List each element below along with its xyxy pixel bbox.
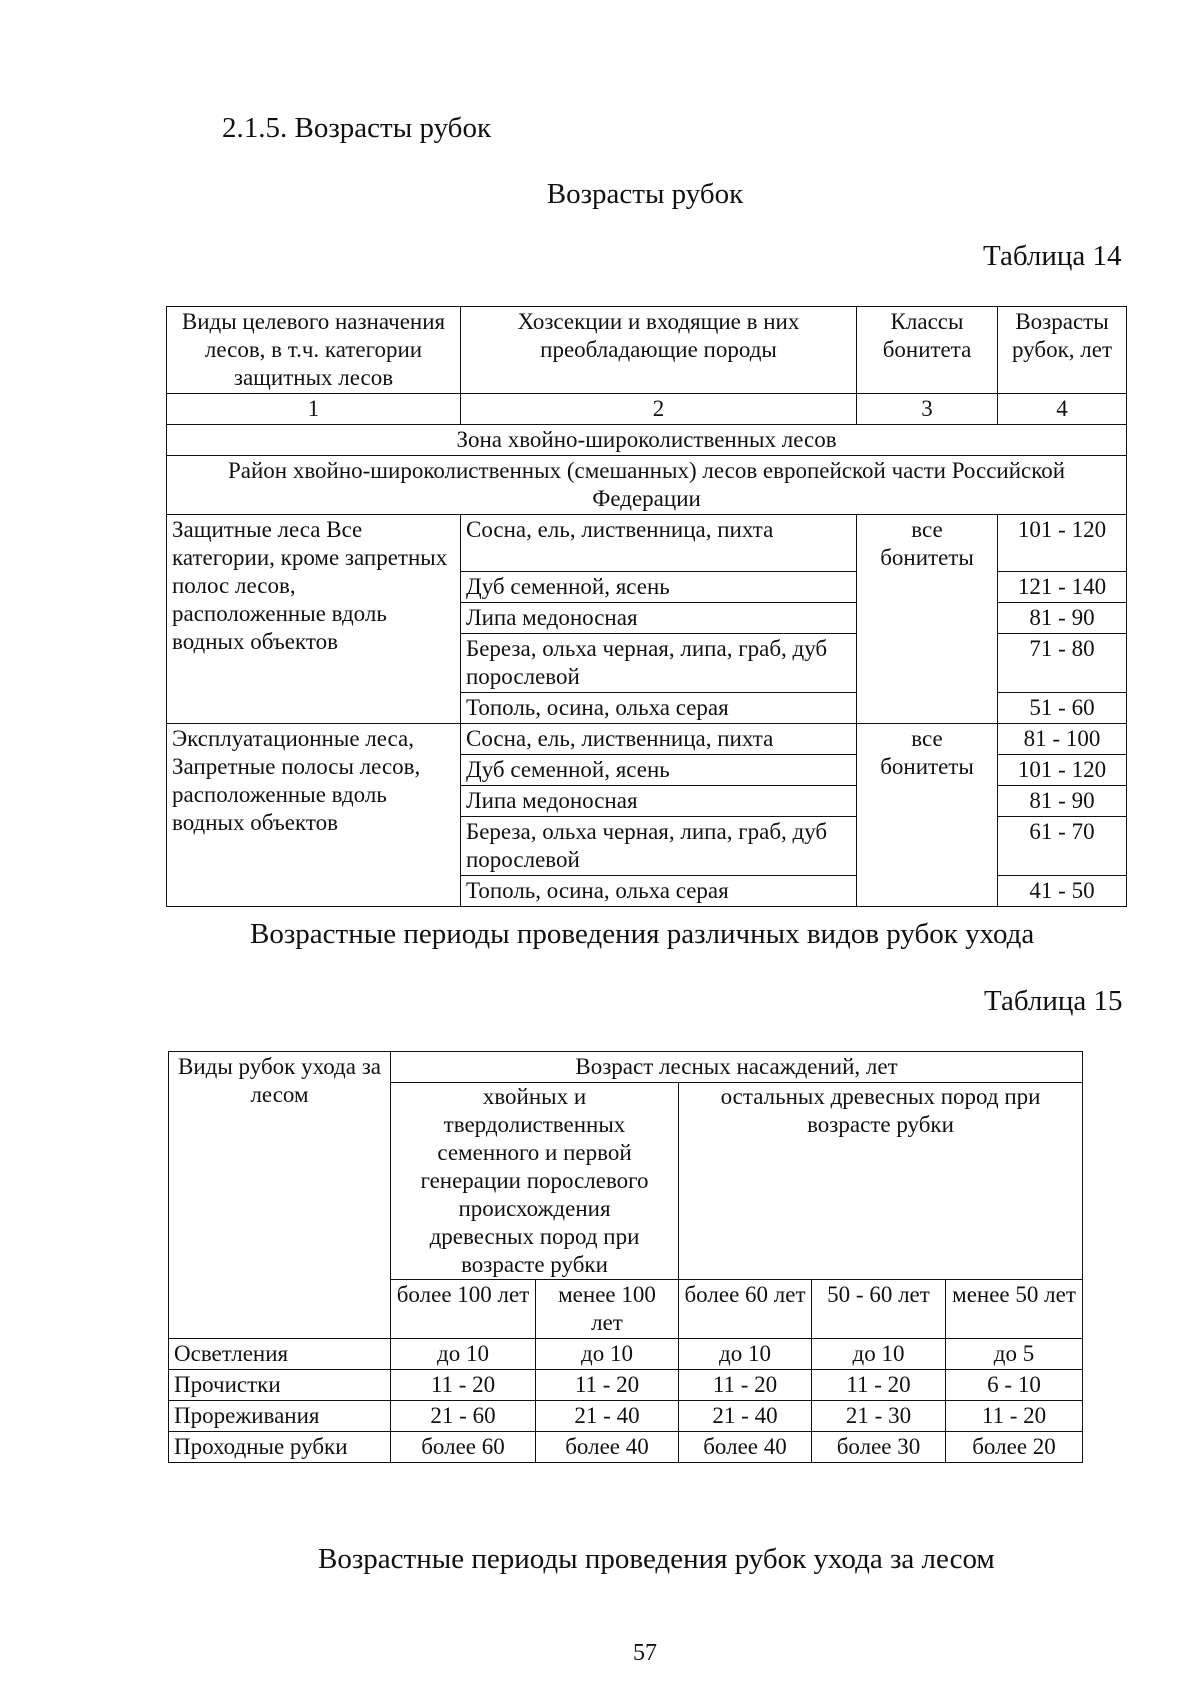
- t15-cell: 21 - 60: [391, 1401, 536, 1432]
- t14-species: Дуб семенной, ясень: [461, 755, 857, 786]
- t14-age: 81 - 100: [998, 724, 1127, 755]
- t15-cell: более 60: [391, 1432, 536, 1463]
- table-14: [166, 306, 1127, 907]
- t15-cell: 11 - 20: [536, 1370, 679, 1401]
- t14-forest-type: Эксплуатационные леса, Запретные полосы лесов, расположенные вдоль водных объектов: [167, 724, 461, 907]
- t15-cell: 21 - 40: [536, 1401, 679, 1432]
- t15-row-name: Проходные рубки: [169, 1432, 391, 1463]
- t15-cell: 11 - 20: [812, 1370, 946, 1401]
- t14-age: 81 - 90: [998, 603, 1127, 634]
- t15-subheader: более 100 лет: [391, 1280, 536, 1339]
- t15-cell: более 40: [536, 1432, 679, 1463]
- table15-label: Таблица 15: [984, 985, 1123, 1017]
- t15-cell: до 5: [946, 1339, 1083, 1370]
- t15-subheader: менее 100 лет: [536, 1280, 679, 1339]
- t15-cell: до 10: [391, 1339, 536, 1370]
- t15-cell: 21 - 40: [679, 1401, 812, 1432]
- table15-title: Возрастные периоды проведения различных видов рубок ухода: [250, 918, 1035, 950]
- t15-row-name: Прочистки: [169, 1370, 391, 1401]
- section-heading: 2.1.5. Возрасты рубок: [222, 112, 492, 144]
- t15-cell: 11 - 20: [946, 1401, 1083, 1432]
- table14-label: Таблица 14: [983, 240, 1122, 272]
- t15-cell: до 10: [679, 1339, 812, 1370]
- t14-forest-type: Защитные леса Все категории, кроме запретных полос лесов, расположенные вдоль водных объектов: [167, 515, 461, 724]
- t14-age: 101 - 120: [998, 515, 1127, 572]
- t14-age: 61 - 70: [998, 817, 1127, 876]
- t14-species: Тополь, осина, ольха серая: [461, 693, 857, 724]
- t14-species: Сосна, ель, лиственница, пихта: [461, 724, 857, 755]
- t14-species: Тополь, осина, ольха серая: [461, 876, 857, 907]
- table14-title: Возрасты рубок: [546, 178, 744, 210]
- t15-row-name: Осветления: [169, 1339, 391, 1370]
- t15-cell: до 10: [536, 1339, 679, 1370]
- t14-header-species: Хозсекции и входящие в них преобладающие породы: [461, 307, 857, 394]
- t15-cell: 11 - 20: [679, 1370, 812, 1401]
- t15-cell: более 40: [679, 1432, 812, 1463]
- t14-species: Дуб семенной, ясень: [461, 572, 857, 603]
- t14-species: Береза, ольха черная, липа, граб, дуб порослевой: [461, 817, 857, 876]
- table-15: [168, 1051, 1083, 1463]
- t15-cell: 11 - 20: [391, 1370, 536, 1401]
- t14-bonitet: все бонитеты: [857, 724, 998, 907]
- t14-header-bonitet: Классы бонитета: [857, 307, 998, 394]
- t14-zone: Зона хвойно-широколиственных лесов: [167, 425, 1127, 456]
- t15-cell: до 10: [812, 1339, 946, 1370]
- t14-age: 81 - 90: [998, 786, 1127, 817]
- t14-col-number: 2: [461, 394, 857, 425]
- t14-header-forest-type: Виды целевого назначения лесов, в т.ч. категории защитных лесов: [167, 307, 461, 394]
- t15-header-other: остальных древесных пород при возрасте рубки: [679, 1083, 1083, 1280]
- t15-header-conifer: хвойных и твердолиственных семенного и первой генерации порослевого происхождения древесных пород при возрасте рубки: [391, 1083, 679, 1280]
- t15-subheader: более 60 лет: [679, 1280, 812, 1339]
- t14-age: 101 - 120: [998, 755, 1127, 786]
- t14-col-number: 1: [167, 394, 461, 425]
- page-number: 57: [633, 1640, 657, 1666]
- t15-header-type: Виды рубок ухода за лесом: [169, 1052, 391, 1339]
- t14-col-number: 4: [998, 394, 1127, 425]
- t14-age: 41 - 50: [998, 876, 1127, 907]
- t14-species: Сосна, ель, лиственница, пихта: [461, 515, 857, 572]
- t15-cell: 6 - 10: [946, 1370, 1083, 1401]
- t15-row-name: Прореживания: [169, 1401, 391, 1432]
- t14-header-age: Возрасты рубок, лет: [998, 307, 1127, 394]
- t15-cell: более 30: [812, 1432, 946, 1463]
- t14-bonitet: все бонитеты: [857, 515, 998, 724]
- t14-species: Береза, ольха черная, липа, граб, дуб порослевой: [461, 634, 857, 693]
- t15-cell: более 20: [946, 1432, 1083, 1463]
- t14-age: 71 - 80: [998, 634, 1127, 693]
- t15-header-age: Возраст лесных насаждений, лет: [391, 1052, 1083, 1083]
- t14-age: 121 - 140: [998, 572, 1127, 603]
- t15-subheader: менее 50 лет: [946, 1280, 1083, 1339]
- table16-title: Возрастные периоды проведения рубок ухода за лесом: [318, 1543, 995, 1575]
- t14-species: Липа медоносная: [461, 786, 857, 817]
- t14-col-number: 3: [857, 394, 998, 425]
- t15-subheader: 50 - 60 лет: [812, 1280, 946, 1339]
- t14-region: Район хвойно-широколиственных (смешанных) лесов европейской части Российской Федерации: [167, 456, 1127, 515]
- t14-species: Липа медоносная: [461, 603, 857, 634]
- t15-cell: 21 - 30: [812, 1401, 946, 1432]
- t14-age: 51 - 60: [998, 693, 1127, 724]
